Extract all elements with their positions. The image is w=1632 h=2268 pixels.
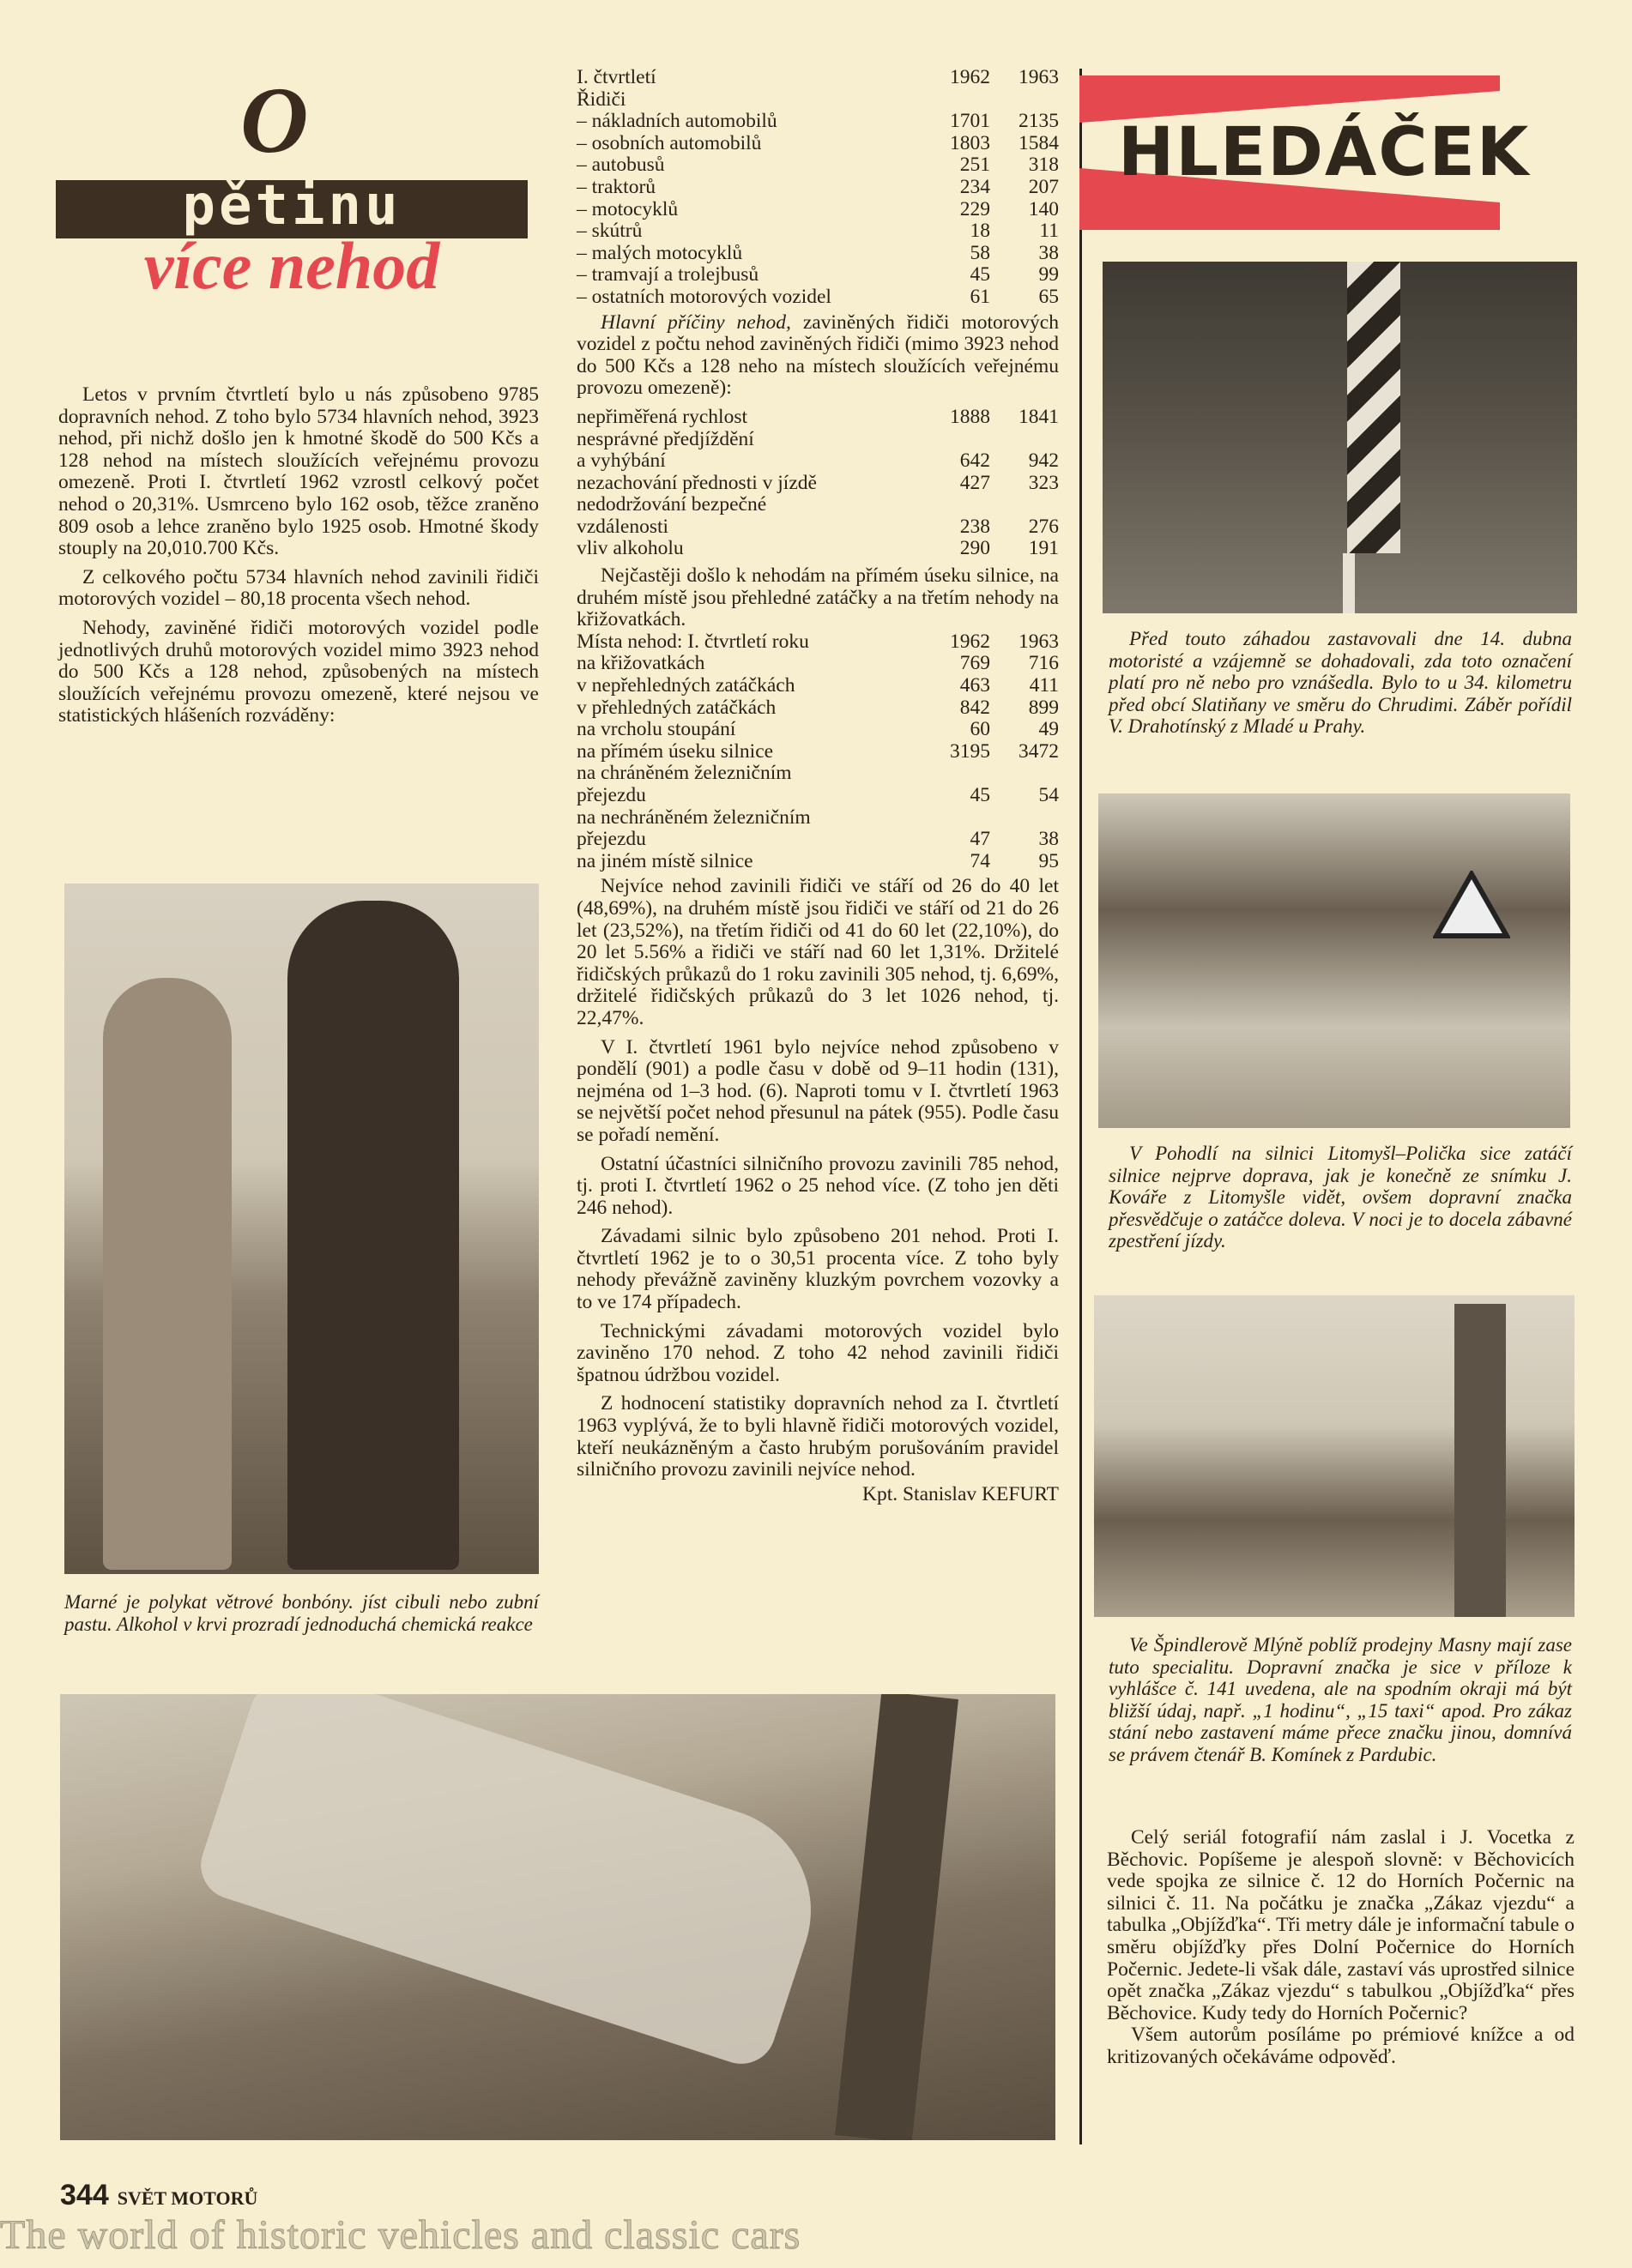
value-1963: 411 xyxy=(1029,674,1059,697)
photo-caption-right-2 xyxy=(1109,1143,1572,1252)
title-vice-nehod: více nehod xyxy=(143,228,440,303)
photo-caption-left xyxy=(64,1591,539,1635)
footer xyxy=(60,2179,257,2212)
value-1963: 99 xyxy=(1038,263,1059,287)
table-row xyxy=(577,494,1059,516)
table-row xyxy=(577,407,1059,429)
value-1962: 1888 xyxy=(950,405,990,428)
table-row xyxy=(577,829,1059,851)
value-1963: 276 xyxy=(1028,515,1059,538)
article-title xyxy=(51,68,532,305)
value-1962: 842 xyxy=(959,696,990,719)
photo-crashed-car xyxy=(60,1694,1055,2140)
row-label: na přímém úseku silnice xyxy=(577,739,774,763)
title-petinu: pětinu xyxy=(182,174,402,238)
header-year: 1962 xyxy=(950,66,990,88)
value-1962: 74 xyxy=(970,849,990,872)
value-1963: 207 xyxy=(1028,175,1059,198)
value-1962: 1701 xyxy=(950,110,990,133)
row-label: – osobních automobilů xyxy=(577,131,762,154)
row-label: vzdálenosti xyxy=(577,515,669,538)
value-1963: 38 xyxy=(1038,241,1059,264)
value-1963: 318 xyxy=(1028,154,1059,177)
table-row xyxy=(577,785,1059,807)
table-row xyxy=(577,697,1059,720)
table-row xyxy=(577,111,1059,133)
middle-column xyxy=(577,67,1059,1505)
value-1962: 234 xyxy=(959,175,990,198)
table-row xyxy=(577,177,1059,199)
value-1962: 290 xyxy=(959,537,990,560)
value-1963 xyxy=(990,429,1059,451)
paragraph: Závadami silnic bylo způsobeno 201 nehod. Proti I. čtvrtletí 1962 je to o 30,51 procenta více. Z toho byly nehody převážně zaviněny kluzkým povrchem vozovky a to ve 174 případech. xyxy=(577,1225,1059,1314)
column-divider xyxy=(1079,69,1082,2144)
value-1962: 61 xyxy=(970,285,990,308)
photo-striped-post xyxy=(1347,262,1400,553)
row-label: a vyhýbání xyxy=(577,449,666,473)
row-label: na nechráněném železničním xyxy=(577,805,811,829)
value-1962: 3195 xyxy=(950,739,990,763)
table-header xyxy=(577,67,1059,89)
photo-striped-post-sign xyxy=(1103,262,1577,613)
row-label: v přehledných zatáčkách xyxy=(577,696,777,719)
table-row xyxy=(577,719,1059,741)
photo-tree xyxy=(835,1694,958,2140)
table-group xyxy=(577,89,1059,112)
row-label: – nákladních automobilů xyxy=(577,110,777,133)
caption-text: V Pohodlí na silnici Litomyšl–Polička sice zatáčí silnice nejprve doprava, jak je konečně ze snímku J. Kováře z Litomyšle vidět, ovšem dopravní značka přesvědčuje o zatáčce doleva. V noci je to docela zábavné zpestření jízdy. xyxy=(1109,1143,1572,1252)
value-1962: 60 xyxy=(970,718,990,741)
table-row xyxy=(577,653,1059,675)
header-year: 1962 xyxy=(950,630,990,653)
value-1962: 18 xyxy=(970,220,990,243)
table-row xyxy=(577,741,1059,763)
value-1962: 427 xyxy=(959,471,990,494)
value-1962: 229 xyxy=(959,197,990,220)
row-label: – ostatních motorových vozidel xyxy=(577,285,831,308)
paragraph: Ostatní účastníci silničního provozu zavinili 785 nehod, tj. proti I. čtvrtletí 1962 o 25 nehod více. (Z toho jen děti 246 nehod). xyxy=(577,1152,1059,1219)
row-label: v nepřehledných zatáčkách xyxy=(577,674,795,697)
row-label: nepřiměřená rychlost xyxy=(577,405,748,428)
value-1963 xyxy=(990,494,1059,516)
value-1963 xyxy=(990,807,1059,829)
table-row xyxy=(577,675,1059,697)
table-row xyxy=(577,538,1059,560)
drivers-table xyxy=(577,111,1059,308)
row-label: – malých motocyklů xyxy=(577,241,743,264)
warning-triangle-icon xyxy=(1433,871,1510,939)
row-label: – traktorů xyxy=(577,175,656,198)
row-label: – tramvají a trolejbusů xyxy=(577,263,759,287)
row-label: – autobusů xyxy=(577,154,665,177)
causes-table xyxy=(577,407,1059,560)
value-1962: 642 xyxy=(959,449,990,473)
value-1962: 769 xyxy=(959,652,990,675)
paragraph: Z hodnocení statistiky dopravních nehod za I. čtvrtletí 1963 vyplývá, že to byli hlavně řidiči motorových vozidel, kteří neukázněným a často hrubým porušováním pravidel silničního provozu zavinili nejvíce nehod. xyxy=(577,1392,1059,1481)
title-o: O xyxy=(240,68,309,172)
photo-road-line xyxy=(1343,553,1355,613)
right-text xyxy=(1107,1827,1575,2076)
causes-intro-text: zaviněných řidiči motorových vozidel z počtu nehod zaviněných řidiči (mimo 3923 nehod do 500 Kčs a 128 neho na místech sloužících veřejnému provozu omezeně): xyxy=(577,311,1059,400)
table-row xyxy=(577,220,1059,243)
value-1963: 716 xyxy=(1028,652,1059,675)
row-label: nedodržování bezpečné xyxy=(577,493,767,516)
paragraph: V I. čtvrtletí 1961 bylo nejvíce nehod způsobeno v pondělí (901) a podle času v době od 9–11 hodin (131), nejména od 1–3 hod. (6). Naproti tomu v I. čtvrtletí 1963 se největší počet nehod přesunul na pátek (955). Podle času se pořadí nemění. xyxy=(577,1035,1059,1146)
value-1963: 65 xyxy=(1038,285,1059,308)
row-label: přejezdu xyxy=(577,828,646,851)
table-row xyxy=(577,763,1059,785)
caption-text: Před touto záhadou zastavovali dne 14. dubna motoristé a vzájemně se dohadovali, zda toto označení platí pro ně nebo pro vznášedla. Bylo to u 34. kilometru před obcí Slatiňany ve směru do Chrudimi. Záběr pořídil V. Drahotínský z Mladé u Prahy. xyxy=(1109,628,1572,737)
caption-text: Ve Špindlerově Mlýně poblíž prodejny Masny mají zase tuto specialitu. Dopravní značka je sice v příloze k vyhlášce č. 141 uvedena, ale na spodním okraji má být bližší údaj, např. „1 hodinu“, „15 taxi“ apod. Pro zákaz stání nebo zastavení máme přece značku jinou, domnívá se právem čtenář B. Komínek z Pardubic. xyxy=(1109,1634,1572,1765)
causes-intro xyxy=(577,312,1059,400)
value-1963: 191 xyxy=(1028,537,1059,560)
value-1962 xyxy=(930,429,990,451)
value-1963: 49 xyxy=(1038,718,1059,741)
row-label: přejezdu xyxy=(577,784,646,806)
photo-caption-right-3 xyxy=(1109,1634,1572,1765)
value-1962 xyxy=(930,494,990,516)
value-1962: 1803 xyxy=(950,131,990,154)
row-label: vliv alkoholu xyxy=(577,537,684,560)
author-byline: Kpt. Stanislav KEFURT xyxy=(861,1482,1059,1505)
table-row xyxy=(577,429,1059,451)
column-title: HLEDÁČEK xyxy=(1118,114,1531,191)
paragraph: Letos v prvním čtvrtletí bylo u nás způsobeno 9785 dopravních nehod. Z toho bylo 5734 hlavních nehod, 3923 nehod, při nichž došlo jen k hmotné škodě do 500 Kčs a 128 nehod na místech sloužících veřejnému provozu omezeně. Proti I. čtvrtletí 1962 vzrostl celkový počet nehod o 20,31%. Usmrceno bylo 162 osob, těžce zraněno 809 osob a lehce zraněno bylo 1925 osob. Hmotné škody stouply na 20,010.700 Kčs. xyxy=(58,383,539,560)
header-label: I. čtvrtletí xyxy=(577,66,656,88)
paragraph: Nejčastěji došlo k nehodám na přímém úseku silnice, na druhém místě jsou přehledné zatáčky a na třetím nehody na křižovatkách. xyxy=(577,564,1059,631)
table-row xyxy=(577,264,1059,287)
caption-text: Marné je polykat větrové bonbóny. jíst cibuli nebo zubní pastu. Alkohol v krvi prozradí jednoduchá chemická reakce xyxy=(64,1591,539,1635)
value-1963: 1841 xyxy=(1018,405,1059,428)
photo-figure-left xyxy=(103,978,232,1570)
table-row xyxy=(577,450,1059,473)
row-label: – motocyklů xyxy=(577,197,679,220)
photo-car-body xyxy=(192,1694,837,2072)
value-1963: 140 xyxy=(1028,197,1059,220)
value-1963: 1584 xyxy=(1018,131,1059,154)
value-1962: 463 xyxy=(959,674,990,697)
paragraph: Technickými závadami motorových vozidel bylo zaviněno 170 nehod. Z toho 42 nehod zavinili řidiči špatnou údržbou vozidel. xyxy=(577,1319,1059,1386)
photo-curve-sign xyxy=(1098,793,1570,1128)
table-header xyxy=(577,631,1059,654)
table-row xyxy=(577,154,1059,177)
row-label: nezachování přednosti v jízdě xyxy=(577,471,817,494)
table-row xyxy=(577,287,1059,309)
table-row xyxy=(577,807,1059,829)
value-1963: 11 xyxy=(1039,220,1059,243)
value-1962: 45 xyxy=(970,784,990,806)
row-label: – skútrů xyxy=(577,220,643,243)
places-intro xyxy=(577,565,1059,631)
hledacek-header xyxy=(1079,75,1577,230)
paragraph: Z celkového počtu 5734 hlavních nehod zavinili řidiči motorových vozidel – 80,18 procenta všech nehod. xyxy=(58,565,539,611)
watermark-tagline: The world of historic vehicles and classic cars xyxy=(0,2212,801,2258)
magazine-name: SVĚT MOTORŮ xyxy=(117,2187,258,2209)
row-label: na chráněném železničním xyxy=(577,762,792,785)
value-1963: 3472 xyxy=(1018,739,1059,763)
value-1962: 251 xyxy=(959,154,990,177)
header-label: Místa nehod: I. čtvrtletí roku xyxy=(577,630,809,653)
value-1962: 238 xyxy=(959,515,990,538)
photo-spindleruv-mlyn-sign xyxy=(1094,1295,1575,1617)
table-row xyxy=(577,133,1059,155)
value-1963: 54 xyxy=(1038,784,1059,806)
table-row xyxy=(577,516,1059,539)
header-year: 1963 xyxy=(1018,66,1059,88)
value-1963: 95 xyxy=(1038,849,1059,872)
row-label: na vrcholu stoupání xyxy=(577,718,736,741)
table-row xyxy=(577,473,1059,495)
value-1963: 899 xyxy=(1028,696,1059,719)
value-1962 xyxy=(930,763,990,785)
value-1962: 45 xyxy=(970,263,990,287)
photo-breathalyzer-test xyxy=(64,884,539,1574)
value-1962: 47 xyxy=(970,828,990,851)
intro-text xyxy=(58,384,539,734)
paragraph: Celý seriál fotografií nám zaslal i J. Vocetka z Běchovic. Popíšeme je alespoň slovně: v Běchovicích vede spojka ze silnice č. 12 do Horních Počernic na silnici č. 11. Na počátku je značka „Zákaz vjezdu“ a tabulka „Objížďka“. Tři metry dále je informační tabule o směru objížďky přes Dolní Počernice do Horních Počernic. Jedete-li však dále, zastaví vás uprostřed silnice opět značka „Zákaz vjezdu“ s tabulkou „Objížďka“ přes Běchovice. Kudy tedy do Horních Počernic? xyxy=(1107,1826,1575,2024)
table-row xyxy=(577,851,1059,873)
causes-intro-italic: Hlavní příčiny nehod, xyxy=(601,311,791,334)
photo-sign-post xyxy=(1454,1304,1506,1617)
places-table xyxy=(577,653,1059,872)
value-1962 xyxy=(930,807,990,829)
value-1962: 58 xyxy=(970,241,990,264)
table-row xyxy=(577,199,1059,221)
value-1963: 2135 xyxy=(1018,110,1059,133)
header-year: 1963 xyxy=(1018,630,1059,653)
row-label: na křižovatkách xyxy=(577,652,705,675)
value-1963: 38 xyxy=(1038,828,1059,851)
paragraph: Všem autorům posíláme po prémiové knížce a od kritizovaných očekáváme odpověď. xyxy=(1107,2024,1575,2068)
photo-caption-right-1 xyxy=(1109,628,1572,738)
value-1963 xyxy=(990,763,1059,785)
paragraph: Nehody, zaviněné řidiči motorových vozidel podle jednotlivých druhů motorových vozidel mimo 3923 nehod do 500 Kčs a 128 nehod, způsobených na místech sloužících veřejnému provozu omezeně, které nejsou ve statistických hlášeních rozváděny: xyxy=(58,616,539,727)
page-number: 344 xyxy=(60,2179,109,2211)
middle-text xyxy=(577,876,1059,1481)
group-label: Řidiči xyxy=(577,87,626,111)
row-label: nesprávné předjíždění xyxy=(577,427,754,450)
value-1963: 323 xyxy=(1028,471,1059,494)
photo-figure-right xyxy=(287,901,459,1570)
paragraph: Nejvíce nehod zavinili řidiči ve stáří od 26 do 40 let (48,69%), na druhém místě jsou řidiči ve stáří od 21 do 26 let (23,52%), na třetím řidiči od 41 do 60 let (22,10%), do 20 let 5.56% a řidiči ve stáří nad 60 let 1,31%. Držitelé řidičských průkazů do 1 roku zavinili 305 nehod, tj. 6,69%, držitelé řidičských průkazů do 3 let 1026 nehod, tj. 22,47%. xyxy=(577,875,1059,1029)
row-label: na jiném místě silnice xyxy=(577,849,753,872)
value-1963: 942 xyxy=(1028,449,1059,473)
table-row xyxy=(577,243,1059,265)
